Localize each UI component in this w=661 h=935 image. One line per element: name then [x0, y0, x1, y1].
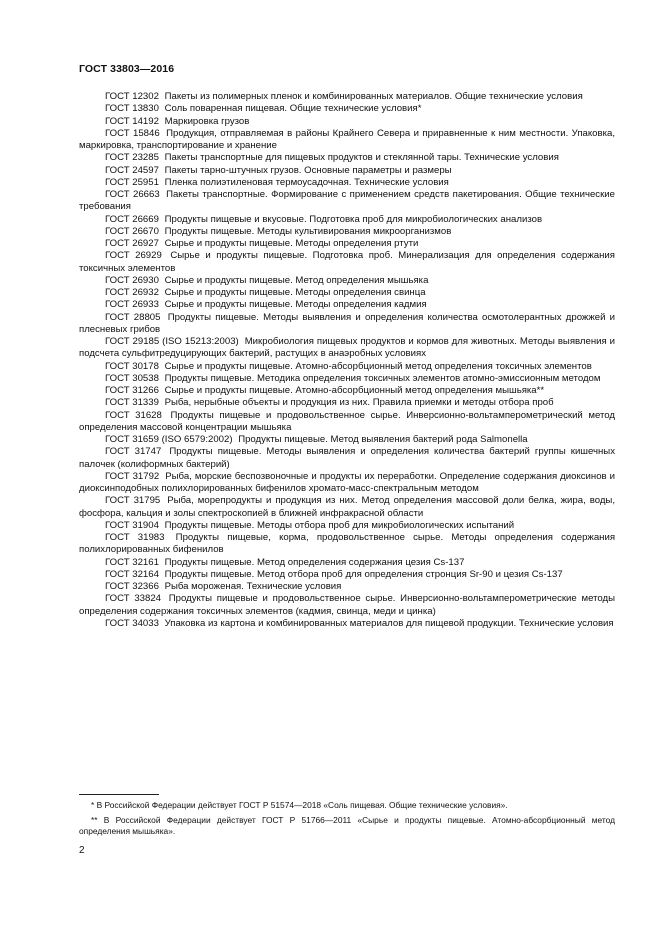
reference-title: Продукты пищевые и продовольственное сырье. Инверсионно-вольтамперометрический метод определения массовой концентрации мышьяка [79, 409, 616, 433]
reference-item [79, 238, 615, 250]
reference-title: Продукты пищевые. Методы отбора проб для микробиологических испытаний [164, 519, 515, 531]
reference-title: Пакеты транспортные для пищевых продуктов и стеклянной тары. Технические условия [164, 152, 559, 164]
reference-item [79, 557, 615, 569]
footnote: ** В Российской Федерации действует ГОСТ Р 51766—2011 «Сырье и продукты пищевые. Атомно-абсорбционный метод определения мышьяка». [79, 814, 615, 836]
reference-code: ГОСТ 31795 [105, 495, 161, 507]
reference-item [79, 495, 615, 520]
reference-code: ГОСТ 26927 [105, 238, 159, 249]
reference-code: ГОСТ 26669 [105, 213, 159, 225]
reference-title: Рыба, морские беспозвоночные и продукты их переработки. Определение содержания диоксинов и диоксинподобных полихлорированных бифенилов хромато-масс-спектральным методом [79, 470, 615, 494]
reference-item [79, 275, 615, 287]
reference-title: Продукты пищевые. Метод определения содержания цезия Cs-137 [164, 556, 465, 568]
reference-item [79, 471, 615, 496]
reference-code: ГОСТ 25951 [105, 176, 159, 188]
reference-item [79, 397, 615, 409]
reference-item [79, 373, 615, 385]
reference-item [79, 532, 615, 557]
reference-title: Рыба, морепродукты и продукция из них. Метод определения массовой доли белка, жира, воды, фосфора, кальция и золы спектроскопией в ближней инфракрасной области [79, 495, 615, 519]
reference-title: Сырье и продукты пищевые. Методы определения ртути [164, 238, 419, 249]
footnote-divider [79, 794, 159, 795]
reference-item [79, 312, 615, 337]
reference-title: Пакеты из полимерных пленок и комбинированных материалов. Общие технические условия [164, 91, 583, 102]
reference-code: ГОСТ 23285 [105, 152, 159, 164]
reference-item [79, 593, 615, 618]
reference-item [79, 165, 615, 177]
reference-title: Продукты пищевые, корма, продовольственное сырье. Методы определения содержания полихлорированных бифенилов [79, 532, 616, 556]
reference-item [79, 250, 615, 275]
reference-item [79, 446, 615, 471]
reference-code: ГОСТ 31628 [105, 409, 162, 421]
reference-item [79, 128, 615, 153]
reference-title: Пакеты транспортные. Формирование с применением средств пакетирования. Общие технические требования [79, 189, 615, 213]
reference-code: ГОСТ 31792 [105, 470, 160, 482]
reference-code: ГОСТ 15846 [105, 127, 160, 139]
reference-code: ГОСТ 32161 [105, 556, 159, 568]
reference-title: Маркировка грузов [164, 115, 250, 127]
reference-title: Пакеты тарно-штучных грузов. Основные параметры и размеры [164, 164, 452, 176]
reference-item [79, 410, 615, 435]
reference-code: ГОСТ 31659 (ISO 6579:2002) [105, 434, 233, 445]
reference-item [79, 581, 615, 593]
reference-title: Сырье и продукты пищевые. Атомно-абсорбционный метод определения токсичных элементов [164, 360, 592, 372]
reference-code: ГОСТ 31904 [105, 519, 159, 531]
reference-code: ГОСТ 30178 [105, 360, 159, 372]
reference-title: Рыба мороженая. Технические условия [164, 581, 342, 592]
reference-title: Продукты пищевые. Методы выявления и определения количества бактерий группы кишечных палочек (колиформных бактерий) [79, 446, 616, 470]
reference-title: Соль поваренная пищевая. Общие технические условия* [164, 103, 422, 115]
reference-item [79, 569, 615, 581]
reference-code: ГОСТ 26929 [105, 250, 162, 262]
reference-code: ГОСТ 31747 [105, 446, 162, 458]
reference-title: Продукты пищевые. Метод выявления бактерий рода Salmonella [238, 434, 528, 445]
reference-item [79, 299, 615, 311]
reference-code: ГОСТ 24597 [105, 164, 159, 176]
reference-code: ГОСТ 31266 [105, 385, 159, 396]
reference-code: ГОСТ 31983 [105, 532, 165, 543]
reference-code: ГОСТ 26932 [105, 287, 159, 298]
reference-item [79, 336, 615, 361]
reference-item [79, 361, 615, 373]
reference-code: ГОСТ 33824 [105, 593, 161, 605]
normative-references-list [79, 91, 615, 630]
reference-code: ГОСТ 32164 [105, 568, 159, 580]
reference-title: Сырье и продукты пищевые. Метод определения мышьяка [164, 274, 429, 286]
footnotes [79, 800, 615, 841]
reference-item [79, 189, 615, 214]
reference-item [79, 385, 615, 397]
reference-code: ГОСТ 26670 [105, 225, 159, 237]
reference-item [79, 434, 615, 446]
reference-item [79, 214, 615, 226]
reference-item [79, 116, 615, 128]
document-header: ГОСТ 33803—2016 [79, 63, 175, 75]
reference-code: ГОСТ 34033 [105, 617, 159, 629]
reference-item [79, 152, 615, 164]
reference-item [79, 226, 615, 238]
reference-item [79, 618, 615, 630]
reference-title: Продукция, отправляемая в районы Крайнего Севера и приравненные к ним местности. Упаковка, маркировка, транспортирование и хранение [79, 127, 616, 151]
reference-code: ГОСТ 29185 (ISO 15213:2003) [105, 336, 239, 347]
reference-code: ГОСТ 13830 [105, 103, 159, 115]
reference-code: ГОСТ 26933 [105, 299, 159, 311]
reference-code: ГОСТ 32366 [105, 581, 159, 592]
reference-item [79, 287, 615, 299]
reference-title: Продукты пищевые. Методика определения токсичных элементов атомно-эмиссионным методом [164, 372, 601, 384]
reference-title: Продукты пищевые. Методы выявления и определения количества осмотолерантных дрожжей и плесневых грибов [79, 311, 616, 335]
reference-title: Сырье и продукты пищевые. Атомно-абсорбционный метод определения мышьяка** [164, 385, 545, 396]
reference-code: ГОСТ 31339 [105, 397, 159, 409]
reference-title: Микробиология пищевых продуктов и кормов для животных. Методы выявления и подсчета сульфитредуцирующих бактерий, растущих в анаэробных условиях [79, 336, 615, 360]
reference-item [79, 103, 615, 115]
reference-title: Продукты пищевые. Метод отбора проб для определения стронция Sr-90 и цезия Cs-137 [164, 568, 563, 580]
reference-title: Продукты пищевые и вкусовые. Подготовка проб для микробиологических анализов [164, 213, 543, 225]
page-number: 2 [79, 845, 85, 856]
reference-title: Рыба, нерыбные объекты и продукция из них. Правила приемки и методы отбора проб [164, 397, 554, 409]
reference-item [79, 520, 615, 532]
reference-title: Сырье и продукты пищевые. Подготовка проб. Минерализация для определения содержания токсичных элементов [79, 250, 615, 274]
reference-title: Упаковка из картона и комбинированных материалов для пищевой продукции. Технические условия [164, 617, 614, 629]
reference-title: Сырье и продукты пищевые. Методы определения свинца [164, 287, 426, 298]
reference-code: ГОСТ 26663 [105, 189, 160, 200]
reference-code: ГОСТ 14192 [105, 115, 159, 127]
reference-code: ГОСТ 26930 [105, 274, 159, 286]
reference-code: ГОСТ 30538 [105, 372, 159, 384]
reference-title: Продукты пищевые. Методы культивирования микроорганизмов [164, 225, 452, 237]
reference-item [79, 177, 615, 189]
reference-title: Пленка полиэтиленовая термоусадочная. Технические условия [164, 176, 449, 188]
reference-title: Сырье и продукты пищевые. Методы определения кадмия [164, 299, 427, 311]
reference-title: Продукты пищевые и продовольственное сырье. Инверсионно-вольтамперометрические методы определения содержания токсичных элементов (кадмия, свинца, меди и цинка) [79, 593, 615, 617]
footnote: * В Российской Федерации действует ГОСТ Р 51574—2018 «Соль пищевая. Общие технические условия». [91, 800, 508, 810]
reference-code: ГОСТ 12302 [105, 91, 159, 102]
reference-code: ГОСТ 28805 [105, 311, 161, 323]
reference-item [79, 91, 615, 103]
